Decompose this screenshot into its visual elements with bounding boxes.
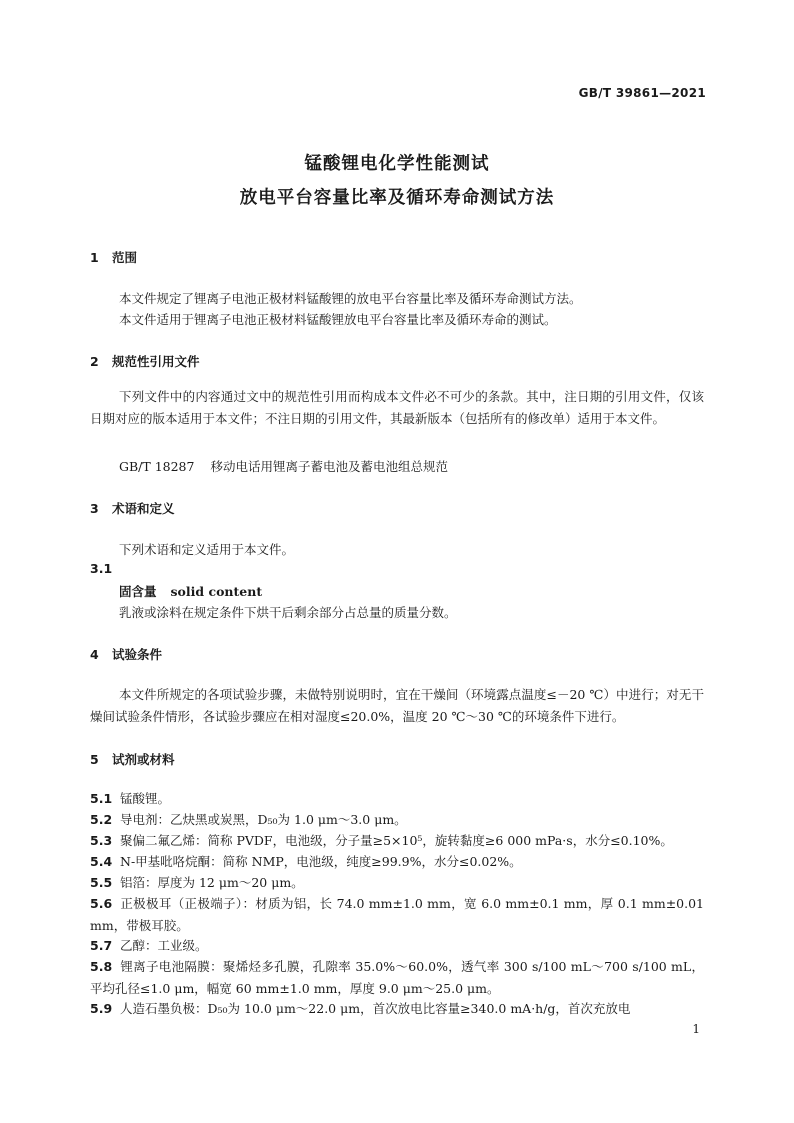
- section-1-paragraph-2: 本文件适用于锂离子电池正极材料锰酸锂放电平台容量比率及循环寿命的测试。: [119, 312, 557, 327]
- item-number: 5.6: [90, 896, 113, 911]
- list-item: [90, 998, 704, 1020]
- section-3-heading: [90, 499, 175, 517]
- term-heading: [119, 582, 262, 600]
- list-item: [90, 830, 704, 852]
- item-text: 导电剂：乙炔黑或炭黑，D₅₀为 1.0 μm～3.0 μm。: [120, 812, 407, 827]
- item-number: 5.3: [90, 833, 113, 848]
- item-number: 5.1: [90, 791, 113, 806]
- list-item: [90, 809, 704, 831]
- section-1-heading: [90, 248, 137, 266]
- section-title: 规范性引用文件: [112, 354, 200, 369]
- standard-number: GB/T 39861—2021: [578, 86, 706, 100]
- section-4-heading: [90, 645, 162, 663]
- item-text: N-甲基吡咯烷酮：简称 NMP，电池级，纯度≥99.9%，水分≤0.02%。: [120, 854, 522, 869]
- item-text: 锂离子电池隔膜：聚烯烃多孔膜，孔隙率 35.0%～60.0%，透气率 300 s/100 mL～700 s/100 mL，平均孔径≤1.0 μm，幅宽 60 mm±1.0 mm，厚度 9.0 μm～25.0 μm。: [90, 959, 704, 996]
- section-number: 1: [90, 250, 99, 265]
- section-title: 范围: [112, 250, 138, 265]
- section-title: 试验条件: [112, 647, 163, 662]
- document-title-line2: 放电平台容量比率及循环寿命测试方法: [239, 188, 555, 208]
- section-5-heading: [90, 750, 175, 768]
- item-number: 5.7: [90, 938, 113, 953]
- section-title: 试剂或材料: [112, 752, 175, 767]
- list-item: [90, 956, 704, 999]
- section-3-paragraph-1: 下列术语和定义适用于本文件。: [119, 542, 295, 557]
- reference-title: 移动电话用锂离子蓄电池及蓄电池组总规范: [210, 459, 448, 474]
- item-number: 5.5: [90, 875, 113, 890]
- term-chinese: 固含量: [119, 584, 157, 599]
- list-item: [90, 788, 704, 810]
- item-text: 聚偏二氟乙烯：简称 PVDF，电池级，分子量≥5×10⁵，旋转黏度≥6 000 mPa·s，水分≤0.10%。: [120, 833, 673, 848]
- item-text: 锰酸锂。: [120, 791, 171, 806]
- item-text: 人造石墨负极：D₅₀为 10.0 μm～22.0 μm，首次放电比容量≥340.0 mA·h/g，首次充放电: [120, 1001, 631, 1016]
- item-text: 铝箔：厚度为 12 μm～20 μm。: [120, 875, 304, 890]
- section-number: 4: [90, 647, 99, 662]
- normative-reference: [119, 457, 448, 475]
- document-title-line1: 锰酸锂电化学性能测试: [304, 154, 490, 174]
- page-number: 1: [692, 1022, 700, 1036]
- reference-code: GB/T 18287: [119, 459, 195, 474]
- item-number: 5.4: [90, 854, 113, 869]
- section-number: 3: [90, 501, 99, 516]
- section-1-paragraph-1: 本文件规定了锂离子电池正极材料锰酸锂的放电平台容量比率及循环寿命测试方法。: [119, 291, 582, 306]
- section-2-paragraph-1: 下列文件中的内容通过文中的规范性引用而构成本文件必不可少的条款。其中，注日期的引用文件，仅该日期对应的版本适用于本文件；不注日期的引用文件，其最新版本（包括所有的修改单）适用于本文件。: [90, 389, 704, 426]
- list-item: [90, 893, 704, 936]
- term-number: 3.1: [90, 561, 113, 576]
- list-item: [90, 872, 704, 894]
- term-english: solid content: [170, 584, 263, 599]
- item-number: 5.8: [90, 959, 113, 974]
- section-2-heading: [90, 352, 200, 370]
- item-text: 正极极耳（正极端子）：材质为铝，长 74.0 mm±1.0 mm，宽 6.0 mm±0.1 mm，厚 0.1 mm±0.01 mm，带极耳胶。: [90, 896, 704, 933]
- item-number: 5.9: [90, 1001, 113, 1016]
- item-number: 5.2: [90, 812, 113, 827]
- section-4-paragraph-1: 本文件所规定的各项试验步骤，未做特别说明时，宜在干燥间（环境露点温度≤－20 ℃）中进行；对无干燥间试验条件情形，各试验步骤应在相对湿度≤20.0%，温度 20 ℃～30 ℃的环境条件下进行。: [90, 687, 704, 724]
- section-title: 术语和定义: [112, 501, 175, 516]
- item-text: 乙醇：工业级。: [120, 938, 208, 953]
- term-definition: 乳液或涂料在规定条件下烘干后剩余部分占总量的质量分数。: [119, 605, 457, 620]
- section-number: 2: [90, 354, 99, 369]
- list-item: [90, 935, 704, 957]
- list-item: [90, 851, 704, 873]
- section-number: 5: [90, 752, 99, 767]
